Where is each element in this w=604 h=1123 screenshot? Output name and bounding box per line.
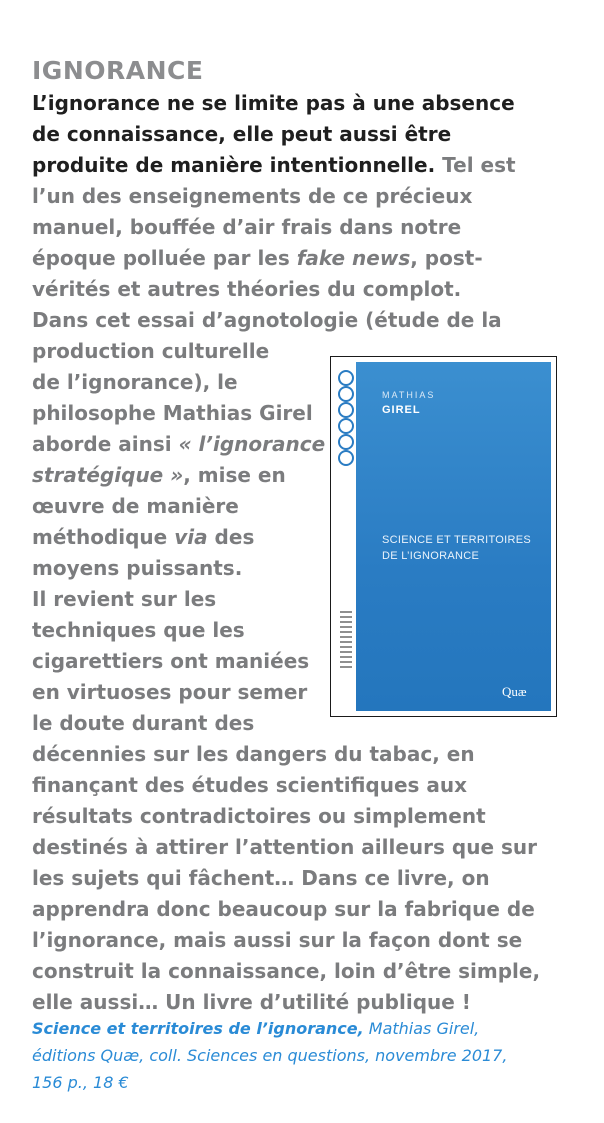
body-text: , mise en [183, 463, 286, 487]
book-cover [330, 356, 557, 717]
body-text: , post- [410, 246, 483, 270]
article-heading: IGNORANCE [32, 56, 204, 85]
cover-title-line-2: DE L’IGNORANCE [382, 550, 480, 562]
body-line: moyens puissants. [32, 556, 243, 580]
knot-ornament-icon [338, 402, 354, 418]
cover-author-last-name: GIREL [382, 404, 421, 416]
reference-line-2: éditions Quæ, coll. Sciences en questions, novembre 2017, [32, 1046, 508, 1065]
body-text-italic: « l’ignorance [178, 432, 326, 456]
reference-title: Science et territoires de l’ignorance, [32, 1019, 364, 1038]
body-line: philosophe Mathias Girel [32, 401, 313, 425]
body-line: cigarettiers ont maniées [32, 649, 310, 673]
reference-author: Mathias Girel, [363, 1019, 480, 1038]
knot-ornament-icon [338, 450, 354, 466]
body-line: techniques que les [32, 618, 245, 642]
body-line: destinés à attirer l’attention ailleurs que sur [32, 835, 537, 859]
lead-text: produite de manière intentionnelle. [32, 153, 436, 177]
knot-ornament-icon [338, 418, 354, 434]
knot-ornament-icon [338, 370, 354, 386]
body-line: construit la connaissance, loin d’être simple, [32, 959, 541, 983]
reference-line-1 [32, 1015, 479, 1042]
body-line: apprendra donc beaucoup sur la fabrique de [32, 897, 535, 921]
body-text: aborde ainsi [32, 432, 179, 456]
cover-author-first-name: MATHIAS [382, 390, 436, 400]
body-line: production culturelle [32, 339, 270, 363]
body-text: méthodique [32, 525, 175, 549]
collection-logo-icon [340, 611, 352, 671]
body-line: œuvre de manière [32, 494, 239, 518]
cover-spine-strip [336, 362, 356, 711]
book-cover-artwork [336, 362, 551, 711]
reference-line-3: 156 p., 18 € [32, 1073, 129, 1092]
body-line: Il revient sur les [32, 587, 217, 611]
cover-title-line-1: SCIENCE ET TERRITOIRES [382, 534, 532, 546]
body-line: elle aussi… Un livre d’utilité publique ! [32, 990, 471, 1014]
body-line: finançant des études scientifiques aux [32, 773, 468, 797]
body-text-italic: fake news [296, 246, 411, 270]
body-text-italic: stratégique » [32, 463, 184, 487]
body-line [32, 522, 254, 553]
body-line: vérités et autres théories du complot. [32, 277, 462, 301]
lead-line-3 [32, 150, 516, 181]
lead-line-1: L’ignorance ne se limite pas à une absence [32, 91, 515, 115]
body-line: Dans cet essai d’agnotologie (étude de la [32, 308, 502, 332]
body-line: de l’ignorance), le [32, 370, 238, 394]
body-text: Tel est [435, 153, 516, 177]
lead-line-2: de connaissance, elle peut aussi être [32, 122, 452, 146]
body-line: le doute durant des [32, 711, 255, 735]
body-text-italic: via [174, 525, 208, 549]
body-line [32, 243, 483, 274]
body-line: manuel, bouffée d’air frais dans notre [32, 215, 462, 239]
knot-ornament-icon [338, 434, 354, 450]
body-line: l’ignorance, mais aussi sur la façon dont se [32, 928, 523, 952]
body-line: les sujets qui fâchent… Dans ce livre, on [32, 866, 490, 890]
knot-ornament-icon [338, 386, 354, 402]
body-text: époque polluée par les [32, 246, 297, 270]
body-line: en virtuoses pour semer [32, 680, 308, 704]
body-line [32, 460, 286, 491]
body-text: des [207, 525, 255, 549]
body-line: l’un des enseignements de ce précieux [32, 184, 473, 208]
cover-publisher-logo: Quæ [502, 684, 527, 699]
body-line: résultats contradictoires ou simplement [32, 804, 486, 828]
body-line: décennies sur les dangers du tabac, en [32, 742, 475, 766]
body-line [32, 429, 325, 460]
